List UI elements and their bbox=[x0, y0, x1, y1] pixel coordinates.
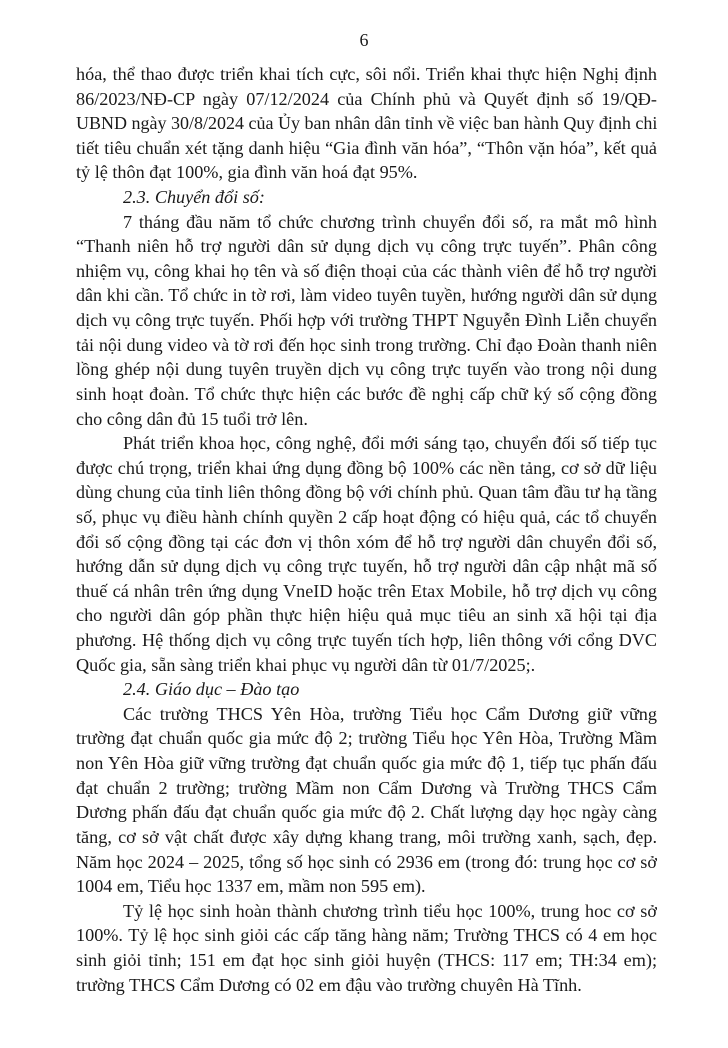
text-line: đạt chuẩn 2 trường; trường Mầm non Cẩm Dương và Trường THCS Cẩm bbox=[76, 777, 657, 798]
text-line: nhiệm vụ, công khai họ tên và số điện thoại của các thành viên để hỗ trợ người bbox=[76, 260, 657, 281]
page-number: 6 bbox=[359, 30, 369, 50]
text-line: Năm học 2024 – 2025, tổng số học sinh có 2936 em (trong đó: trung học cơ sở bbox=[76, 851, 657, 872]
text-line: “Thanh niên hỗ trợ người dân sử dụng dịch vụ công trực tuyến”. Phân công bbox=[76, 236, 657, 257]
text-line: 7 tháng đầu năm tổ chức chương trình chuyển đổi số, ra mắt mô hình bbox=[123, 211, 657, 232]
document-body bbox=[76, 62, 657, 997]
text-line: hóa, thể thao được triển khai tích cực, sôi nổi. Triển khai thực hiện Nghị định bbox=[76, 64, 657, 84]
text-line: trường đạt chuẩn quốc gia mức độ 2; trường Tiểu học Yên Hòa, Trường Mầm bbox=[76, 728, 657, 749]
text-line: tiết tiêu chuẩn xét tặng danh hiệu “Gia đình văn hóa”, “Thôn vặn hóa”, kết quả bbox=[76, 137, 657, 158]
text-line: được chú trọng, triển khai ứng dụng đồng bộ 100% các nền tảng, cơ sở dữ liệu bbox=[76, 457, 657, 478]
text-line: Quốc gia, sẵn sàng triển khai phục vụ người dân từ 01/7/2025;. bbox=[76, 654, 536, 675]
text-line: dịch vụ công trực tuyến. Phối hợp với trường THPT Nguyễn Đình Liễn chuyển bbox=[76, 310, 657, 331]
text-line: 100%. Tỷ lệ học sinh giỏi các cấp tăng hàng năm; Trường THCS có 4 em học bbox=[76, 925, 657, 946]
text-line: thuế cá nhân trên ứng dụng VneID hoặc trên Etax Mobile, hỗ trợ dịch vụ công bbox=[76, 580, 657, 601]
text-line: 86/2023/NĐ-CP ngày 07/12/2024 của Chính phủ và Quyết định số 19/QĐ- bbox=[76, 88, 657, 109]
text-line: Tỷ lệ học sinh hoàn thành chương trình tiểu học 100%, trung hoc cơ sở bbox=[123, 900, 657, 921]
text-line: cho người dân góp phần thực hiện hiệu quả mục tiêu an sinh xã hội tại địa bbox=[76, 605, 657, 626]
section-heading: 2.4. Giáo dục – Đào tạo bbox=[123, 679, 300, 700]
text-line: Phát triển khoa học, công nghệ, đổi mới sáng tạo, chuyển đối số tiếp tục bbox=[123, 433, 657, 454]
text-line: tải nội dung video và tờ rơi đến học sinh trong trường. Chỉ đạo Đoàn thanh niên bbox=[76, 334, 657, 355]
text-line: 1004 em, Tiểu học 1337 em, mầm non 595 em). bbox=[76, 876, 426, 897]
section-heading: 2.3. Chuyển đổi số: bbox=[123, 187, 265, 208]
text-line: tăng, cơ sở vật chất được xây dựng khang trang, môi trường xanh, sạch, đẹp. bbox=[76, 826, 657, 847]
text-line: trường THCS Cẩm Dương có 02 em đậu vào trường chuyên Hà Tĩnh. bbox=[76, 974, 582, 995]
text-line: sinh hoạt đoàn. Tổ chức thực hiện các bước đề nghị cấp chữ ký số cộng đồng bbox=[76, 383, 657, 404]
text-line: Các trường THCS Yên Hòa, trường Tiểu học Cẩm Dương giữ vững bbox=[123, 703, 657, 724]
text-line: non Yên Hòa giữ vững trường đạt chuẩn quốc gia mức độ 1, tiếp tục phấn đấu bbox=[76, 753, 657, 774]
text-line: dân khi cần. Tổ chức in tờ rơi, làm video tuyên tuyền, hướng người dân sử dụng bbox=[76, 285, 657, 306]
text-line: cho công dân đủ 15 tuổi trở lên. bbox=[76, 408, 308, 429]
text-line: UBND ngày 30/8/2024 của Ủy ban nhân dân tỉnh về việc ban hành Quy định chi bbox=[76, 113, 657, 134]
text-line: hướng dẫn sử dụng dịch vụ công trực tuyến, hỗ trợ người dân cập nhật mã số bbox=[76, 556, 657, 577]
text-line: dùng chung của tỉnh liên thông đồng bộ với chính phủ. Quan tâm đầu tư hạ tầng bbox=[76, 482, 657, 503]
text-line: sinh giỏi tỉnh; 151 em đạt học sinh giỏi huyện (THCS: 117 em; TH:34 em); bbox=[76, 949, 657, 970]
text-line: tỷ lệ thôn đạt 100%, gia đình văn hoá đạt 95%. bbox=[76, 162, 418, 183]
text-line: Dương phấn đấu đạt chuẩn quốc gia mức độ 2. Chất lượng dạy học ngày càng bbox=[76, 802, 657, 823]
text-line: lồng ghép nội dung tuyên truyền dịch vụ công trực tuyến vào trong nội dung bbox=[76, 359, 657, 380]
text-line: số, phục vụ điều hành chính quyền 2 cấp hoạt động có hiệu quả, các tổ chuyển bbox=[76, 506, 657, 527]
text-line: phương. Hệ thống dịch vụ công trực tuyến tích hợp, liên thông với cổng DVC bbox=[76, 630, 657, 651]
text-line: đổi số cộng đồng tại các đơn vị thôn xóm để hỗ trợ người dân chuyển đổi số, bbox=[76, 531, 657, 552]
